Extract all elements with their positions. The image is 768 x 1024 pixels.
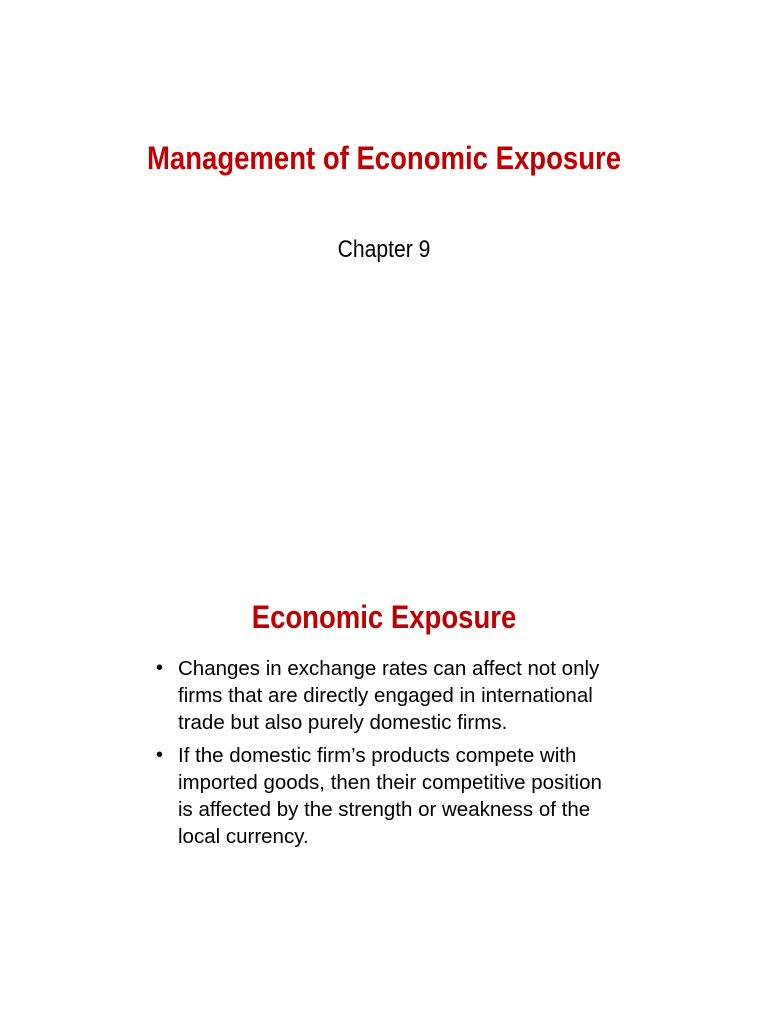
bullet-list — [156, 655, 616, 856]
chapter-label: Chapter 9 — [337, 236, 431, 263]
slide-heading: Economic Exposure — [251, 599, 517, 635]
bullet-dot-icon: • — [156, 657, 164, 679]
bullet-text: Changes in exchange rates can affect not only firms that are directly engaged in international trade but also purely domestic firms. — [178, 657, 600, 734]
bullet-dot-icon: • — [156, 744, 164, 766]
slide-economic-exposure — [0, 512, 768, 1024]
bullet-item — [156, 655, 616, 736]
bullet-item — [156, 742, 616, 850]
bullet-text: If the domestic firm’s products compete with imported goods, then their competitive position is affected by the strength or weakness of the local currency. — [178, 744, 602, 848]
slide-title-heading: Management of Economic Exposure — [146, 140, 622, 176]
